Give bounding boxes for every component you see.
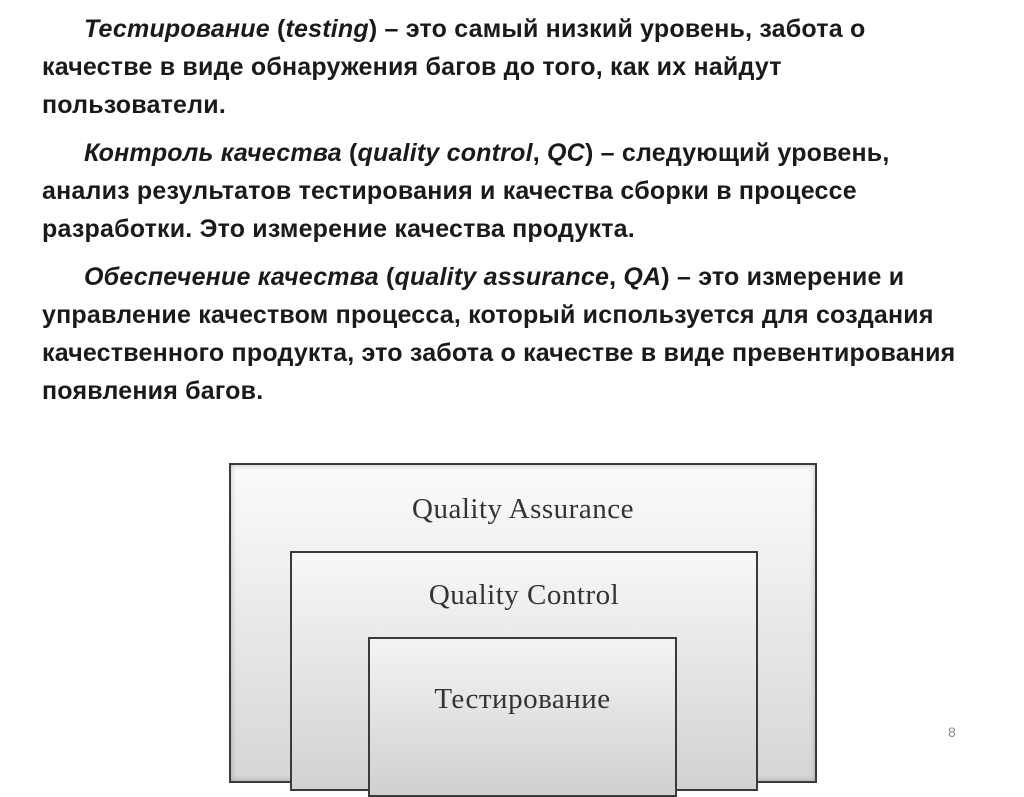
- term-testing-ru: Тестирование: [84, 15, 270, 43]
- paragraph-body: – это самый низкий уровень, забота о качестве в виде обнаружения багов до того, как их найдут пользователи.: [42, 15, 866, 119]
- separator: ,: [609, 263, 624, 291]
- paragraph-body: – это измерение и управление качеством процесса, который используется для создания качественного продукта, это забота о качестве в виде превентирования появления багов.: [42, 263, 956, 405]
- paragraph-testing: [42, 10, 972, 124]
- term-qc-ru: Контроль качества: [84, 139, 342, 167]
- paren-open: (: [269, 15, 286, 43]
- paragraph-quality-control: [42, 134, 972, 248]
- definitions-text: [42, 10, 972, 420]
- term-qc-en: quality control: [357, 139, 533, 167]
- paren-close: ): [661, 263, 670, 291]
- quality-control-label: Quality Control: [428, 579, 620, 611]
- term-qa-en: quality assurance: [394, 263, 610, 291]
- term-qa-ru: Обеспечение качества: [84, 263, 379, 291]
- term-testing-en: testing: [285, 15, 369, 43]
- paren-open: (: [341, 139, 358, 167]
- quality-levels-diagram: [229, 463, 817, 773]
- page-number: 8: [948, 724, 956, 740]
- paragraph-body: – следующий уровень, анализ результатов тестирования и качества сборки в процессе разработки. Это измерение качества продукта.: [42, 139, 890, 243]
- term-qc-abbr: QC: [547, 139, 585, 167]
- paren-open: (: [378, 263, 395, 291]
- quality-assurance-label: Quality Assurance: [412, 493, 634, 525]
- separator: ,: [532, 139, 548, 167]
- quality-assurance-box: [229, 463, 817, 783]
- paren-close: ): [368, 15, 378, 43]
- term-qa-abbr: QA: [623, 263, 662, 291]
- paragraph-quality-assurance: [42, 258, 972, 410]
- paren-close: ): [584, 139, 594, 167]
- testing-label: Тестирование: [434, 683, 611, 715]
- testing-box: [368, 637, 677, 797]
